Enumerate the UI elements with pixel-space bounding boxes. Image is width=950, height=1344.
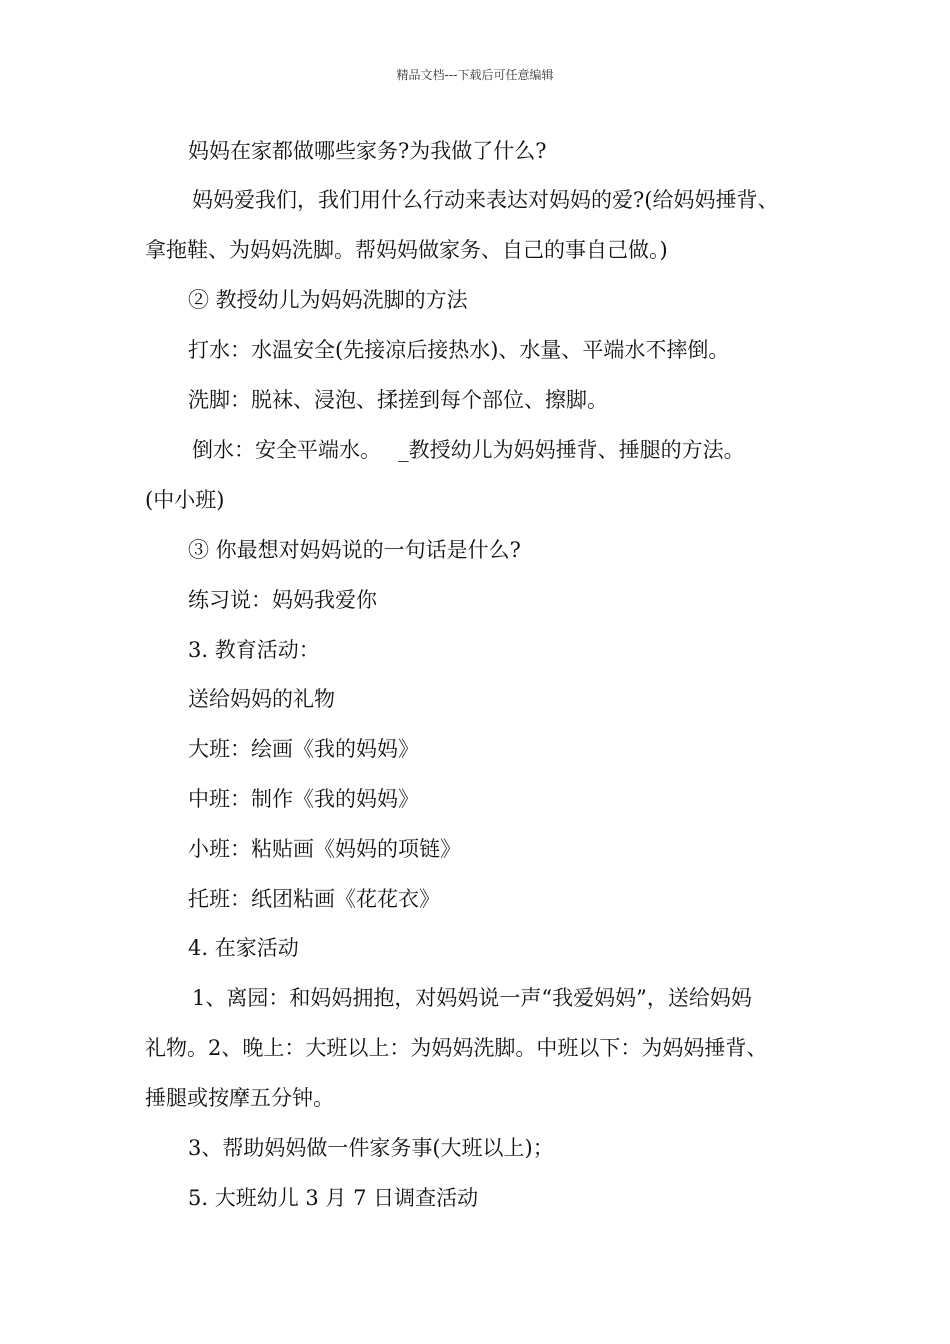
paragraph-line: 练习说：妈妈我爱你 bbox=[188, 588, 377, 612]
section-heading: 5. 大班幼儿 3 月 7 日调查活动 bbox=[188, 1186, 479, 1210]
paragraph-line: 礼物。2、晚上：大班以上：为妈妈洗脚。中班以下：为妈妈捶背、 bbox=[145, 1036, 768, 1060]
paragraph-line: (中小班) bbox=[145, 488, 225, 512]
paragraph-line: ③ 你最想对妈妈说的一句话是什么? bbox=[188, 538, 521, 562]
paragraph-line: 小班：粘贴画《妈妈的项链》 bbox=[188, 837, 461, 861]
paragraph-line: 捶腿或按摩五分钟。 bbox=[145, 1086, 334, 1110]
section-heading: 3. 教育活动： bbox=[188, 638, 320, 662]
paragraph-line: 中班：制作《我的妈妈》 bbox=[188, 787, 419, 811]
paragraph-line: 妈妈在家都做哪些家务?为我做了什么? bbox=[188, 139, 547, 163]
paragraph-line: ② 教授幼儿为妈妈洗脚的方法 bbox=[188, 288, 468, 312]
paragraph-line: 3、帮助妈妈做一件家务事(大班以上)； bbox=[188, 1136, 554, 1160]
page-header: 精品文档---下载后可任意编辑 bbox=[396, 68, 554, 82]
paragraph-line: 打水：水温安全(先接凉后接热水)、水量、平端水不摔倒。 bbox=[188, 338, 730, 362]
paragraph-line: 大班：绘画《我的妈妈》 bbox=[188, 737, 419, 761]
paragraph-line: 倒水：安全平端水。 _教授幼儿为妈妈捶背、捶腿的方法。 bbox=[192, 438, 745, 462]
paragraph-line: 拿拖鞋、为妈妈洗脚。帮妈妈做家务、自己的事自己做。) bbox=[145, 238, 668, 262]
paragraph-line: 托班：纸团粘画《花花衣》 bbox=[188, 887, 440, 911]
paragraph-line: 妈妈爱我们，我们用什么行动来表达对妈妈的爱?(给妈妈捶背、 bbox=[192, 188, 779, 212]
paragraph-line: 1、离园：和妈妈拥抱，对妈妈说一声“我爱妈妈”，送给妈妈 bbox=[192, 986, 752, 1010]
paragraph-line: 送给妈妈的礼物 bbox=[188, 687, 335, 711]
section-heading: 4. 在家活动 bbox=[188, 936, 299, 960]
paragraph-line: 洗脚：脱袜、浸泡、揉搓到每个部位、擦脚。 bbox=[188, 388, 608, 412]
